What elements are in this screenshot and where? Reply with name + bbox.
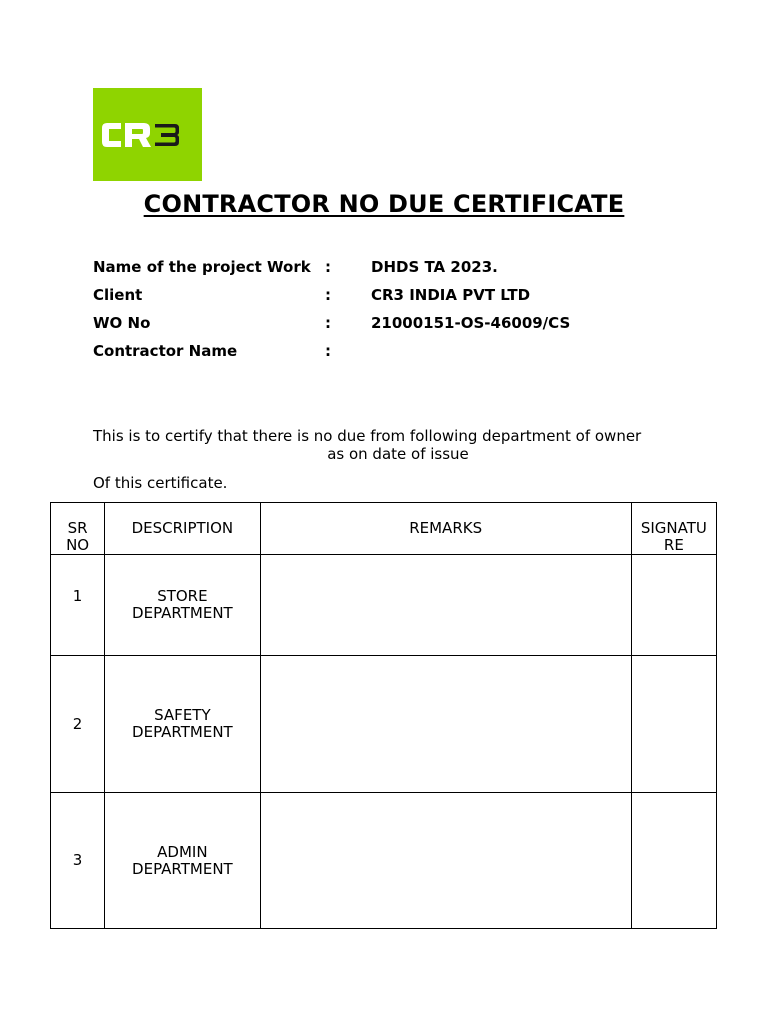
info-value: DHDS TA 2023. [371, 258, 498, 276]
clearance-table [50, 502, 717, 929]
header-description: DESCRIPTION [105, 503, 260, 555]
cell-description: ADMIN DEPARTMENT [105, 793, 260, 929]
info-label: Name of the project Work [93, 258, 311, 276]
cell-description: SAFETY DEPARTMENT [105, 656, 260, 793]
cell-sr-no: 1 [51, 555, 105, 656]
info-label: Contractor Name [93, 342, 238, 360]
cell-sr-no: 3 [51, 793, 105, 929]
info-label: WO No [93, 314, 151, 332]
info-value: CR3 INDIA PVT LTD [371, 286, 531, 304]
page-title: CONTRACTOR NO DUE CERTIFICATE [143, 190, 625, 218]
statement-line-1: This is to certify that there is no due from following department of owner [93, 427, 642, 445]
info-colon: : [325, 258, 331, 276]
certification-statement [93, 427, 673, 463]
info-colon: : [325, 342, 331, 360]
statement-line-2: as on date of issue [327, 445, 469, 463]
cell-signature[interactable] [631, 555, 716, 656]
statement-line-3: Of this certificate. [93, 474, 228, 492]
table-row [51, 656, 717, 793]
info-value: 21000151-OS-46009/CS [371, 314, 571, 332]
cell-remarks[interactable] [260, 555, 631, 656]
info-label: Client [93, 286, 143, 304]
header-sr-no: SR NO [51, 503, 105, 555]
cell-signature[interactable] [631, 656, 716, 793]
info-colon: : [325, 286, 331, 304]
table-row [51, 555, 717, 656]
header-signature: SIGNATU RE [631, 503, 716, 555]
cell-signature[interactable] [631, 793, 716, 929]
company-logo [93, 88, 202, 181]
cr3-logo-mark [99, 120, 197, 150]
cell-remarks[interactable] [260, 793, 631, 929]
cell-remarks[interactable] [260, 656, 631, 793]
cell-sr-no: 2 [51, 656, 105, 793]
header-remarks: REMARKS [260, 503, 631, 555]
info-colon: : [325, 314, 331, 332]
table-row [51, 793, 717, 929]
cell-description: STORE DEPARTMENT [105, 555, 260, 656]
table-header-row [51, 503, 717, 555]
